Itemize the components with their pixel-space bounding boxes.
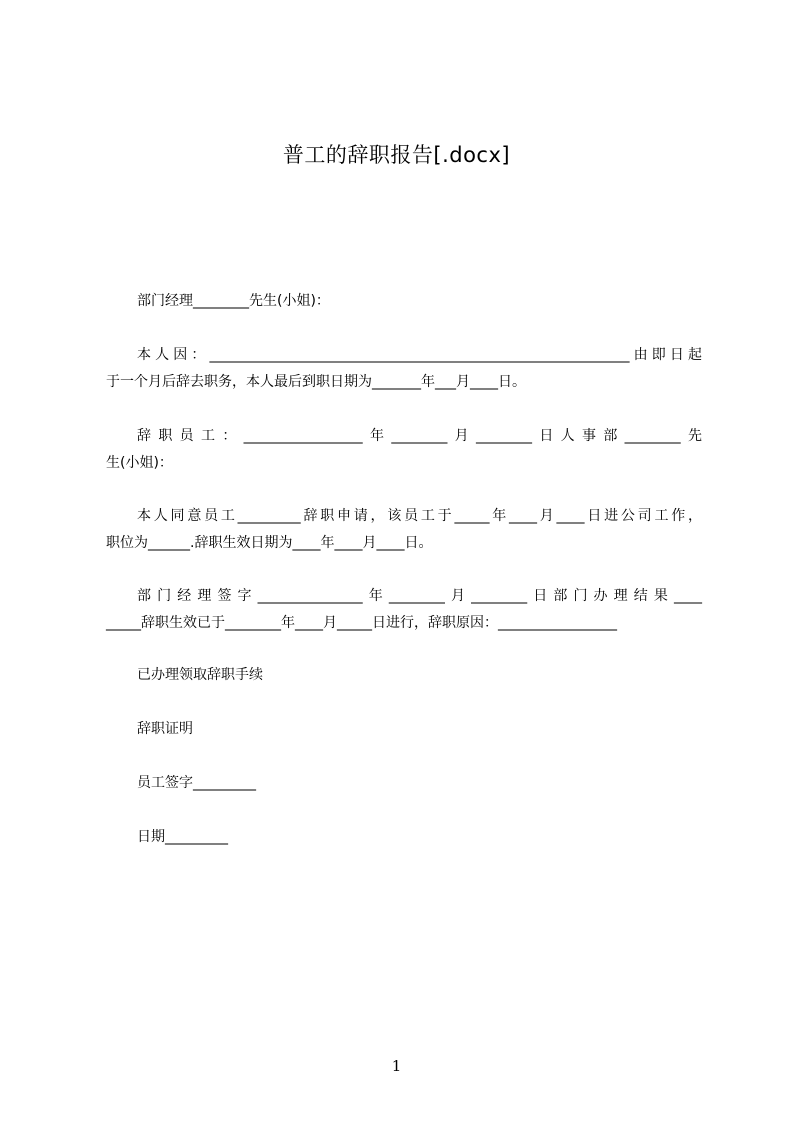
page-number: 1 bbox=[391, 1057, 402, 1075]
paragraph-department-line-1: 部门经理签字_______________年________月________日部门办理结果____ bbox=[137, 588, 702, 604]
paragraph-certificate: 辞职证明 bbox=[137, 721, 193, 737]
paragraph-manager-greeting: 部门经理________先生(小姐)： bbox=[137, 293, 330, 309]
paragraph-employee-line-2: 生(小姐)： bbox=[106, 455, 173, 471]
paragraph-employee-line-1: 辞职员工：_________________年________月________日人事部________先 bbox=[137, 428, 702, 444]
document-title: 普工的辞职报告[.docx] bbox=[282, 143, 511, 167]
paragraph-employee-signature: 员工签字_________ bbox=[137, 775, 256, 791]
paragraph-department-line-2: _____辞职生效已于________年____月_____日进行，辞职原因：_________________ bbox=[106, 615, 617, 631]
paragraph-approval-line-2: 职位为______.辞职生效日期为____年____月____日。 bbox=[106, 535, 433, 551]
paragraph-procedures: 已办理领取辞职手续 bbox=[137, 667, 263, 683]
paragraph-reason-line-2: 于一个月后辞去职务，本人最后到职日期为_______年___月____日。 bbox=[106, 374, 526, 390]
paragraph-approval-line-1: 本人同意员工_________辞职申请，该员工于_____年____月____日进公司工作， bbox=[137, 508, 702, 524]
paragraph-date: 日期_________ bbox=[137, 829, 228, 845]
paragraph-reason-line-1: 本人因：____________________________________________________________由即日起 bbox=[137, 347, 702, 363]
